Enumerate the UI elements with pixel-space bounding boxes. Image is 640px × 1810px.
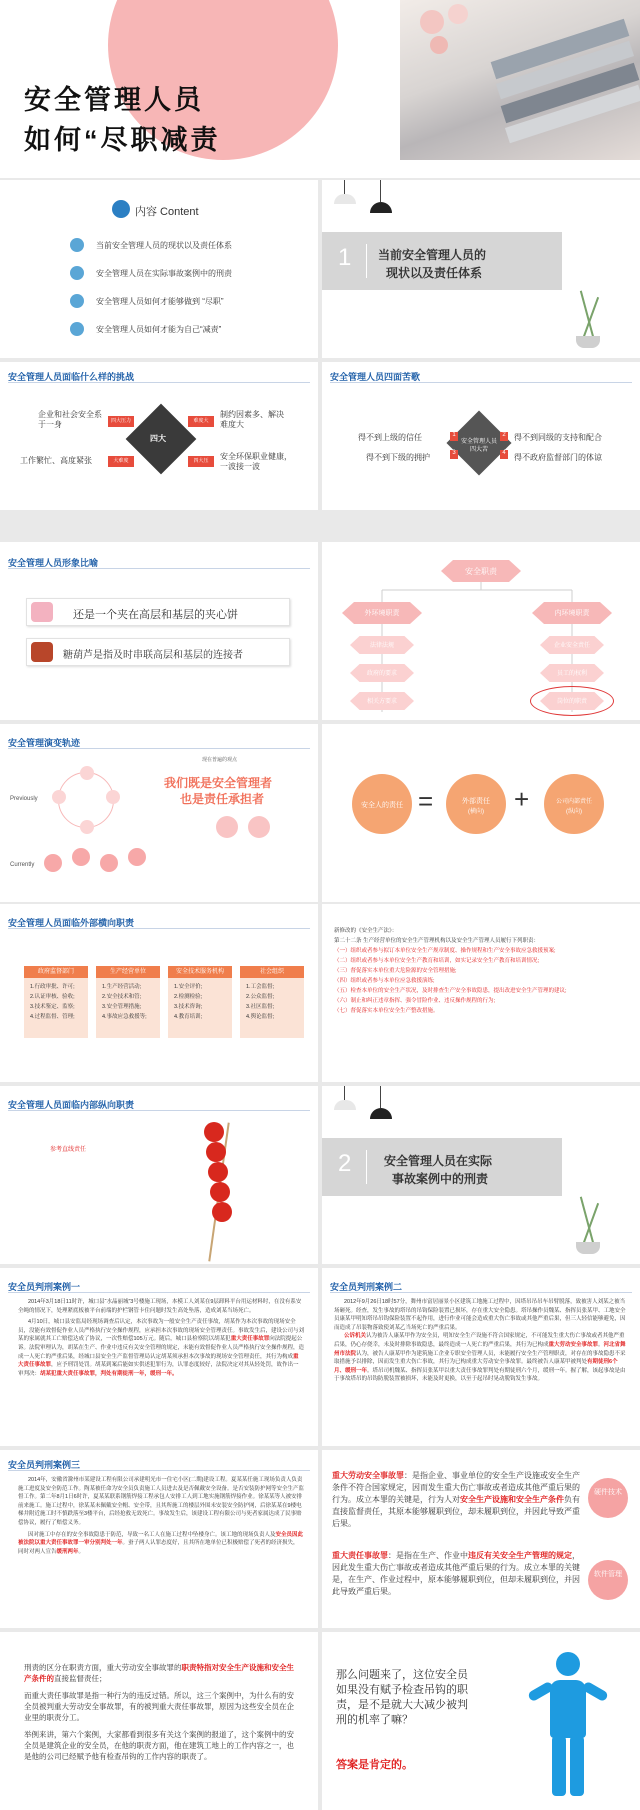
- equation-slide: 安全人的责任 = 外部责任 (横向) + 公司内部责任 (纵向): [322, 724, 640, 902]
- question-text: 那么问题来了，这位安全员如果没有赋予检查吊钩的职责，是不是就大大减少被判刑的机率了嘛？: [336, 1669, 468, 1726]
- candied-haws-icon: [31, 642, 53, 662]
- photo-books-flowers: [400, 0, 640, 160]
- reference-label: 参考直线责任: [50, 1147, 87, 1153]
- toc-heading: 内容 Content: [135, 206, 199, 218]
- previously-label: Previously: [10, 796, 38, 802]
- slide-title: 安全员判刑案例三: [8, 1460, 81, 1470]
- crime-definition: 重大责任事故罪：是指在生产、作业中违反有关安全生产管理的规定，因此发生重大伤亡事故或者造成其他严重后果的行为。成立本罪的关键是，在生产、作业过程中，原本能够履职到位，但却未履职到位，并因此导致严重后果。: [332, 1551, 580, 1596]
- crime-definition: 重大劳动安全事故罪：是指企业、事业单位的安全生产设施或安全生产条件不符合国家规定，因而发生重大伤亡事故或者造成其他严重后果的行为。成立本罪的关键是，行为人对安全生产设施和安全生产条件负有直接监督责任，其原本能够履职到位，却未履职到位，并因此导致严重后果。: [332, 1471, 580, 1528]
- four-bitter-slide: 安全管理人员四面苦歌 安全管理人员 四大苦 1 2 3 4 得不到上级的信任 得不到同级的支持和配合 得不到下级的拥护 得不政府监督部门的体谅: [322, 362, 640, 510]
- plant-icon: [568, 290, 608, 350]
- small-label: 现在普遍的观点: [202, 757, 238, 763]
- book-icon: [70, 266, 84, 280]
- tag: 四大压力: [108, 416, 134, 427]
- hardware-tag: [588, 1478, 628, 1518]
- highlight-ellipse: [530, 686, 614, 716]
- duty-card: 生产经营单位 1.生产经营活动; 2.安全技术和管; 3.安全管理措施; 4.事故应急救援等;: [96, 966, 160, 1046]
- lamp-icon: [380, 1086, 381, 1108]
- slide-title: 安全管理人员面临外部横向职责: [8, 918, 135, 928]
- metaphor-row: 还是一个夹在高层和基层的夹心饼: [26, 598, 290, 626]
- sandwich-cookie-icon: [31, 602, 53, 622]
- question-slide: [322, 1632, 640, 1810]
- challenge-slide: [0, 362, 318, 510]
- slide-title: 安全员判刑案例一: [8, 1282, 81, 1292]
- summary-slide: 刑责的区分在职责方面，重大劳动安全事故罪的职责特指对安全生产设施和安全生产条件的直接监督责任； 而重大责任事故罪是指一种行为的违反过错。所以，这三个案例中，为什么有的安全员被判重大劳动安全事故罪，有的被判重大责任事故罪，原因为这些安全员在企业里的职责分工。 举例来讲，第六个案例，大家都看到很多有关这个案例的报道了，这个案例中的安全员是建筑企业的安全员，在他的职责方面，他在建筑工地上的工作内容之一，也是他的公司已经赋予他有检查吊钩的工作内容的职责了。: [0, 1632, 318, 1810]
- challenge-item: 制约因素多、解决难度大: [220, 410, 284, 429]
- bitter-item: 得不到上级的信任: [358, 433, 422, 442]
- trajectory-slide: [0, 724, 318, 902]
- section1-slide: [322, 180, 640, 358]
- tag: 难度大: [188, 416, 214, 427]
- metaphor-slide: [0, 542, 318, 720]
- challenge-item: 工作繁忙、高度紧张: [20, 456, 92, 465]
- slide-title: 安全管理人员四面苦歌: [330, 372, 421, 382]
- tag: 四大压: [188, 456, 214, 467]
- case2-slide: 安全员判刑案例二 2012年9月26日18时57分，舞州市富居丽景小区建筑工地施工过程中，因塔吊吊吊车吊臂脱落，致被害人刘某之被当场砸死。经查，发生事故的塔吊的吊钩保险装置已损坏，存在重大安全隐患。塔吊操作员魏某、指挥员张某甲、工地安全员康某甲明知塔吊吊钩保险装置不起作用，进行作业可能会造成重大伤亡事故或其他严重后果，但三人轻信能够避免，因而造成了吊装物落致使刘某乙当场死亡的严重后果。 公诉机关认为被告人康某甲作为安全员，明知安全生产设施不符合国家规定，不可能发生重大伤亡事故或者其他严重后果，仍心存侥幸，未及时排除事故隐患，最终造成一人死亡的严重后果，其行为已构成重大劳动安全事故罪。河北省舞州市法院认为，被告人康某甲作为建筑施工企业专职安全管理人员，未能履行安全生产管理职责，对存在的事故隐患不采取措施予以排除，因而发生重大伤亡事故，其行为已构成重大劳动安全事故罪。最终被告人康某甲被判处有期徒刑6个月、缓刑一年。塔吊司机魏某、指挥员张某甲以重大责任事故罪判处有期徒刑六个月，缓刑一年。握了解，该起事故是由于事故塔吊的吊钩防脱装置被损坏，未能及时更换，以至于起吊时晃动脱钩发生事故。: [322, 1268, 640, 1446]
- crimes-slide: 重大劳动安全事故罪：是指企业、事业单位的安全生产设施或安全生产条件不符合国家规定，因而发生重大伤亡事故或者造成其他严重后果的行为。成立本罪的关键是，行为人对安全生产设施和安全生产条件负有直接监督责任，其原本能够履职到位，却未履职到位，并因此导致严重后果。 硬件技术 重大责任事故罪：是指在生产、作业中违反有关安全生产管理的规定，因此发生重大伤亡事故或者造成其他严重后果的行为。成立本罪的关键是，在生产、作业过程中，原本能够履职到位，但却未履职到位，并因此导致严重后果。 软件管理: [322, 1450, 640, 1628]
- slide-title: 安全管理演变轨迹: [8, 738, 81, 748]
- bitter-item: 得不政府监督部门的体谅: [514, 453, 602, 462]
- num-badge: 3: [450, 450, 458, 459]
- lamp-icon: [380, 180, 381, 202]
- toc-logo-icon: [112, 200, 130, 218]
- person-icon: [518, 1652, 618, 1802]
- num-badge: 4: [500, 450, 508, 459]
- case1-slide: 安全员判刑案例一 2014年3月18日11时许，城口县“水晶丽城”3号楼施工现场，本模工人刘某在9层卸料平台用运材料时，在没有系安全绳的情况下，处理紧底板被平台前端的护栏钢管卡住问题时发生高处坠落，造成刘某当场死亡。 4月10日，城口县安监局经现场调查后认定，本次事故为一般安全生产责任事故，胡某作为本次事故的现场安全员，没能有效督促作业人员严格执行安全操作规程，应承担本次事故的现场安全管理责任。事故发生后，建设公司与刘某的家属就其工亡赔偿达成了协议，一次性赔偿105万元。随后，城口县检察院以胡某犯重大责任事故罪向法院提起公诉。法院审理认为，胡某在生产、作业中违反有关安全管理的规定，未能有效督促作业人员严格执行安全操作规程，造成一人死亡的严重后果，经城口县安全生产监督管理局认定胡某须承担本次事故的现场安全管理责任，其行为构成重大责任事故罪，应予刑罚处罚。胡某到案后能如实供述犯罪行为，认罪态度较好，法院决定对其从轻处罚，故作出一审判决：胡某犯重大责任事故罪，判处有期徒刑一年，缓刑一年。: [0, 1268, 318, 1446]
- bitter-item: 得不到下级的拥护: [366, 453, 430, 462]
- challenge-item: 安全环保职业健康，一波接一波: [220, 452, 292, 471]
- toc-slide: 内容 Content 当前安全管理人员的现状以及责任体系 安全管理人员在实际事故案例中的刑责 安全管理人员如何才能够做到 “尽职” 安全管理人员如何才能为自己“减责”: [0, 180, 318, 358]
- answer-text: 答案是肯定的。: [336, 1759, 413, 1771]
- num-badge: 1: [450, 432, 458, 441]
- tag: 大难度: [108, 456, 134, 467]
- section-title-line2: 事故案例中的刑责: [392, 1172, 489, 1186]
- cover-slide: [0, 0, 640, 178]
- currently-label: Currently: [10, 862, 35, 868]
- duty-card: 政府监督部门 1.行政审批、许可; 2.认证审核、验收; 3.技术鉴定、监察; 4.过程监督、管理;: [24, 966, 88, 1046]
- section-title-line1: 安全管理人员在实际: [384, 1154, 493, 1168]
- section-title-line2: 现状以及责任体系: [386, 266, 483, 280]
- slide-title: 安全管理人员面临内部纵向职责: [8, 1100, 135, 1110]
- case3-slide: 安全员判刑案例三 2014年，安徽省滁州市某建设工程有限公司承建明光市一住宅小区(二期)建设工程。夏某某任施工现场负责人负责施工进度及安全防范工作。陶某被任命为安全员负责施工人员进去及是否佩戴安全设备。是否安装防护网等安全生产监督工作。第二年8月1日6时许，夏某某联系钢筋焊接工程承包人安排工人到工地实施钢筋焊接作业。徐某某等人被安排前来施工。施工过程中，徐某某未佩戴安全帽、安全带，且其所施工的楼层外围未安装安全防护网，后徐某某在9楼电梯井附近施工时不慎跌落至3楼平台，后经抢救无效死亡。事故发生后，该建设工程有限公司与死者家属达成了民事赔偿协议，履行了赔偿义务。 因对施工中存在的安全事故隐患于防范，导致一名工人在施工过程中坠楼身亡。该工地的现场负责人及安全员因此被法院以重大责任事故罪一审分别判处一年。蚕子两人认罪态度好，且其所在地单位已积极赔偿了死者的经济损失，同时对两人宣告缓刑两年。: [0, 1450, 318, 1628]
- horizontal-duty-slide: [0, 904, 318, 1082]
- slide-title: 安全管理人员形象比喻: [8, 558, 99, 568]
- software-tag: [588, 1560, 628, 1600]
- bitter-item: 得不到同级的支持和配合: [514, 433, 602, 442]
- candied-haws-icon: [196, 1122, 236, 1262]
- law-slide: 新修改的《安全生产法》： 第二十二条 生产经营单位的安全生产管理机构以及安全生产管理人员履行下列职责： （一）组织或者参与拟订本单位安全生产规章制度、操作规程和生产安全事故应急救援预案; （二）组织或者参与本单位安全生产教育和培训，如实记录安全生产教育和培训情况; （三）督促落实本单位重大危险源的安全管理措施; （四）组织或者参与本单位应急救援演练; （五）检查本单位的安全生产状况，及时排查生产安全事故隐患，提出改进安全生产管理的建议; （六）制止和纠正违章指挥、强令冒险作业、违反操作规程的行为; （七）督促落实本单位安全生产整改措施。: [322, 904, 640, 1082]
- plus-sign: +: [514, 784, 530, 814]
- book-icon: [70, 322, 84, 336]
- cover-title-line1: 安全管理人员: [24, 85, 204, 115]
- num-badge: 2: [500, 432, 508, 441]
- challenge-item: 企业和社会安全系于一身: [38, 410, 102, 429]
- slogan-line2: 也是责任承担者: [180, 792, 265, 806]
- duty-card: 安全技术服务机构 1.安全评价; 2.检测检验; 3.技术咨询; 4.教育培训;: [168, 966, 232, 1046]
- section-number: 1: [338, 244, 352, 271]
- section-number: 2: [338, 1150, 352, 1177]
- section2-slide: [322, 1086, 640, 1264]
- cover-title-line2: 如何“尽职减责: [24, 125, 221, 155]
- book-icon: [70, 238, 84, 252]
- section-title-line1: 当前安全管理人员的: [378, 248, 487, 262]
- metaphor-row: 糖葫芦是指及时串联高层和基层的连接者: [26, 638, 290, 666]
- duty-card: 社会组织 1.工会监督; 2.公众监督; 3.社区监督; 4.舆论监督;: [240, 966, 304, 1046]
- equals-sign: =: [418, 786, 434, 816]
- lamp-icon: [344, 1086, 345, 1100]
- lamp-icon: [344, 180, 345, 194]
- vertical-duty-slide: [0, 1086, 318, 1264]
- plant-icon: [568, 1196, 608, 1256]
- slide-title: 安全管理人员面临什么样的挑战: [8, 372, 135, 382]
- center-label: 四大: [150, 434, 166, 443]
- book-icon: [70, 294, 84, 308]
- duty-tree-slide: 安全职责 外环境职责 内环境职责 法律法规 政府的要求 相关方要求 企业安全责任 员工的权利 岗位的职责: [322, 542, 640, 720]
- slogan-line1: 我们既是安全管理者: [164, 776, 273, 790]
- slide-title: 安全员判刑案例二: [330, 1282, 403, 1292]
